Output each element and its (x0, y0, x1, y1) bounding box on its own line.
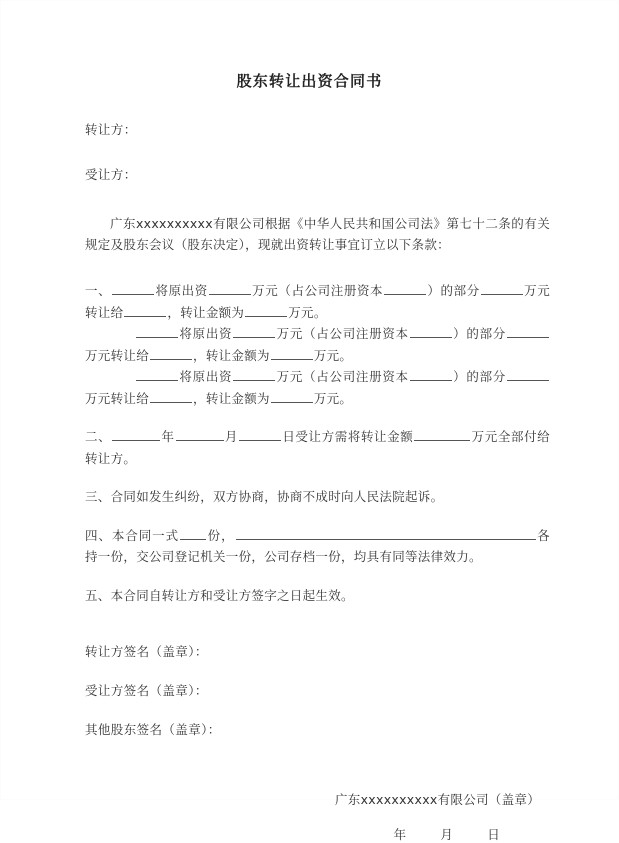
clause-one-blank-ratio[interactable] (384, 282, 426, 296)
footer-company-suffix: 有限公司（盖章） (437, 792, 540, 808)
footer-area (1, 790, 618, 843)
clause-four-blank-count[interactable] (180, 526, 206, 540)
clause-two-seg4: 万元全部付给转让方。 (85, 429, 550, 466)
clause-one-b-seg7: 万元。 (313, 390, 353, 406)
clause-one-a-seg4: 万元转让给 (85, 347, 150, 363)
intro-text: 有限公司根据《中华人民共和国公司法》第七十二条的有关规定及股东会议（股东决定），现就出资转让事宜订立以下条款： (85, 215, 550, 253)
footer-company-prefix: 广东 (335, 792, 361, 808)
transferor-party-label: 转让方： (85, 122, 137, 137)
clause-two (85, 426, 550, 469)
clause-one-a-seg1: 将原出资 (179, 326, 233, 342)
clause-one-a-seg5: ，转让 (193, 347, 232, 363)
clause-one (85, 280, 550, 323)
clause-one-b-blank-transferee[interactable] (150, 389, 192, 403)
clause-one-seg4: 万元转让给 (85, 283, 551, 320)
intro-company-mask: xxxxxxxxxx (135, 215, 213, 231)
clause-four-seg2: 份， (207, 527, 235, 543)
clause-one-a-blank-transferor[interactable] (136, 325, 178, 339)
clause-one-b-seg4: 万元转让给 (85, 390, 150, 406)
clause-five (85, 585, 550, 607)
clause-four-seg1: 本合同一式 (111, 527, 180, 543)
transferee-party-label: 受让方： (85, 166, 137, 182)
clause-one-repeat-b (85, 366, 550, 409)
clause-one-seg3: ）的部分 (427, 283, 480, 299)
clause-one-a-seg6: 金额为 (231, 347, 270, 363)
clause-two-blank-day[interactable] (239, 428, 281, 442)
signature-transferor[interactable]: 转让方签名（盖章）： (85, 644, 208, 660)
clause-one-b-seg3: ）的部分 (452, 369, 506, 385)
clause-four-number: 四、 (85, 527, 112, 543)
clause-one-b-blank-ratio[interactable] (410, 368, 452, 382)
clause-one-b-blank-part[interactable] (507, 368, 549, 382)
signature-transferee[interactable]: 受让方签名（盖章）： (85, 683, 208, 699)
clause-three-text: 合同如发生纠纷，双方协商，协商不成时向人民法院起诉。 (110, 489, 444, 505)
clause-one-a-seg3: ）的部分 (452, 326, 506, 342)
footer-day-label: 日 (487, 827, 500, 843)
clause-one-b-blank-price[interactable] (271, 389, 313, 403)
clause-one-a-seg7: 万元。 (313, 347, 353, 363)
clause-one-seg5: ， (167, 304, 181, 320)
clause-two-blank-amount[interactable] (414, 428, 470, 442)
company-stamp-line (1, 790, 540, 808)
clause-one-a-seg2: 万元（占公司注册资本 (276, 326, 409, 342)
clause-one-blank-transferee[interactable] (124, 303, 166, 317)
clause-one-blank-transferor[interactable] (112, 282, 154, 296)
clause-one-repeat-a (85, 323, 550, 366)
clause-one-number: 一、 (85, 283, 112, 299)
clause-one-seg6: 转让金额为 (180, 304, 245, 320)
clause-one-b-seg1: 将原出资 (179, 369, 233, 385)
clause-four-blank-holders[interactable] (236, 526, 536, 540)
signature-other-shareholders[interactable]: 其他股东签名（盖章）： (85, 722, 221, 738)
clause-one-blank-amount[interactable] (209, 282, 251, 296)
clause-one-a-blank-transferee[interactable] (150, 346, 192, 360)
clause-one-b-seg5: ，转让 (193, 390, 232, 406)
clause-two-number: 二、 (85, 429, 112, 445)
footer-year-label: 年 (393, 827, 407, 843)
intro-paragraph (85, 213, 550, 257)
footer-date-line (1, 825, 500, 843)
clause-two-seg1: 年 (161, 429, 175, 445)
clause-one-b-blank-transferor[interactable] (136, 368, 178, 382)
clause-one-seg7: 万元。 (288, 304, 327, 320)
clause-three (85, 486, 550, 508)
clause-four (85, 525, 550, 568)
clause-two-blank-month[interactable] (176, 428, 224, 442)
clause-one-a-blank-price[interactable] (271, 346, 313, 360)
document-body (1, 121, 618, 606)
intro-company-prefix: 广东 (110, 215, 136, 231)
clause-two-blank-year[interactable] (112, 428, 160, 442)
signature-area (1, 642, 618, 738)
clause-five-text: 本合同自转让方和受让方签字之日起生效。 (110, 587, 354, 603)
clause-one-b-blank-amount[interactable] (233, 368, 275, 382)
clause-three-number: 三、 (85, 489, 111, 505)
clause-four-seg3: 各持一份， (85, 527, 550, 565)
clause-one-blank-part[interactable] (481, 282, 523, 296)
clause-two-seg3: 日受让方需将转让金额 (282, 429, 414, 445)
clause-five-number: 五、 (85, 587, 111, 603)
footer-month-label: 月 (440, 827, 454, 843)
clause-one-seg1: 将原出资 (155, 283, 208, 299)
page-title: 股东转让出资合同书 (236, 72, 383, 90)
footer-company-mask: xxxxxxxxxx (360, 792, 438, 808)
clause-one-b-seg6: 金额为 (231, 390, 270, 406)
clause-one-seg2: 万元（占公司注册资本 (251, 283, 384, 299)
clause-one-a-blank-amount[interactable] (233, 325, 275, 339)
clause-two-seg2: 月 (224, 429, 239, 445)
clause-one-a-blank-part[interactable] (507, 325, 549, 339)
clause-one-a-blank-ratio[interactable] (410, 325, 452, 339)
clause-one-blank-price[interactable] (245, 303, 287, 317)
clause-one-b-seg2: 万元（占公司注册资本 (276, 369, 409, 385)
clause-four-seg4: 交公司登记机关一份，公司存档一份，均具有同等法律效力。 (136, 549, 482, 565)
